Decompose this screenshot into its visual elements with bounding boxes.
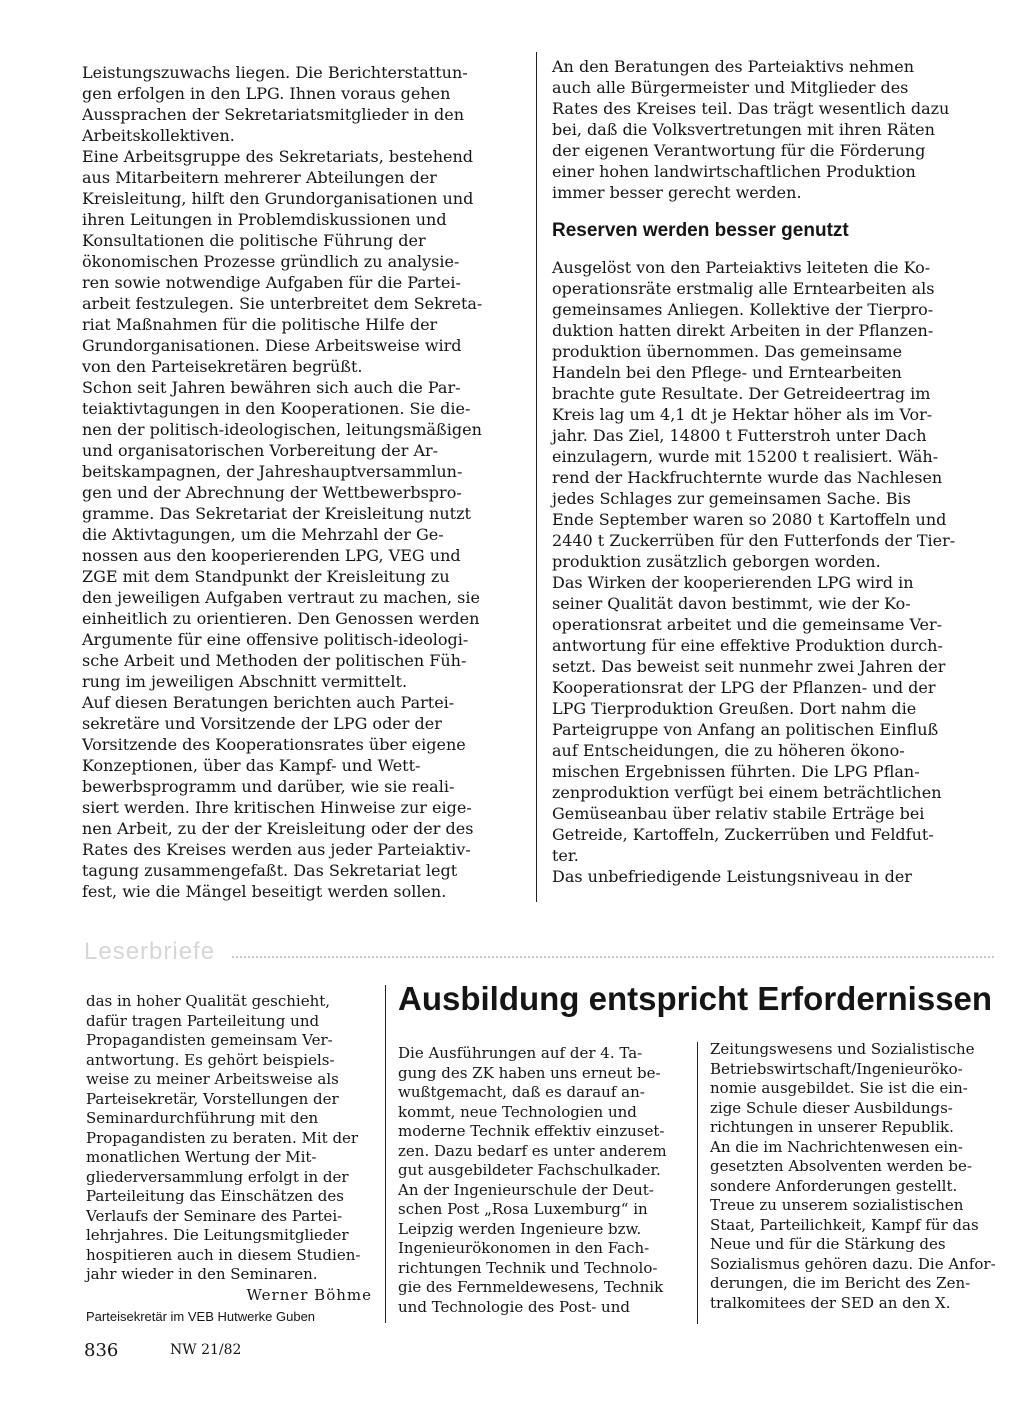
paragraph: Zeitungswesens und Sozialistische Betriebswirtschaft/Ingenieuröko- nomie ausgebildet. Sie ist die ein- zige Schule dieser Ausbildungs- richtungen in unserer Republik. — [710, 1040, 975, 1136]
letter-body: das in hoher Qualität geschieht, dafür tragen Parteileitung und Propagandisten gemeinsam Ver- antwortung. Es gehört beispiels- weise zu meiner Arbeitsweise als Parteisekretär, Vorstellungen der Seminardurchführung mit den Propagandisten zu beraten. Mit der monatlichen Wertung der Mit- gliederversammlung erfolgt in der Parteileitung das Einschätzen des Verlaufs der Seminare des Partei- lehrjahres. Die Leitungsmitglieder hospitieren auch in diesem Studien- jahr wieder in den Seminaren. — [86, 992, 361, 1283]
paragraph: Ausgelöst von den Parteiaktivs leiteten die Ko- operationsräte erstmalig alle Erntearbeiten als gemeinsames Anliegen. Kollektive der Tierpro- duktion hatten direkt Arbeiten in der Pflanzen- produktion übernommen. Das gemeinsame Handeln bei den Pflege- und Erntearbeiten brachte gute Resultate. Der Getreideertrag im Kreis lag um 4,1 dt je Hektar höher als im Vor- jahr. Das Ziel, 14800 t Futterstroh unter Dach einzulagern, wurde mit 15200 t realisiert. Wäh- rend der Hackfruchternte wurde das Nachlesen jedes Schlages zur gemeinsamen Sache. Bis Ende September waren so 2080 t Kartoffeln und 2440 t Zuckerrüben für den Futterfonds der Tier- produktion zusätzlich geborgen worden. — [552, 258, 956, 571]
paragraph: Das unbefriedigende Leistungsniveau in der — [552, 867, 912, 886]
paragraph: Die Ausführungen auf der 4. Ta- gung des ZK haben uns erneut be- wußtgemacht, daß es darauf an- kommt, neue Technologien und moderne Technik effektiv einzuset- zen. Dazu bedarf es unter anderem gut ausgebildeter Fachschulkader. An der Ingenieurschule der Deut- schen Post „Rosa Luxemburg“ in Leipzig werden Ingenieure bzw. Ingenieurökonomen in den Fach- richtungen Technik und Technolo- gie des Fernmeldewesens, Technik und Technologie des Post- und — [398, 1044, 667, 1316]
paragraph: An die im Nachrichtenwesen ein- gesetzten Absolventen werden be- sondere Anforderungen gestellt. Treue zu unserem sozialistischen Staat, Parteilichkeit, Kampf für das Neue und für die Stärkung des Sozialismus gehören dazu. Die Anfor- derungen, die im Bericht des Zen- tralkomitees der SED an den X. — [710, 1137, 996, 1312]
section-label: Leserbriefe — [84, 938, 216, 965]
article-left-column — [398, 1044, 688, 1317]
paragraph: An den Beratungen des Parteiaktivs nehmen auch alle Bürgermeister und Mitglieder des Rates des Kreises teil. Das trägt wesentlich dazu bei, daß die Volksvertretungen mit ihren Räten der eigenen Verantwortung für die Förderung einer hohen landwirtschaftlichen Produktion immer besser gerecht werden. — [552, 57, 950, 202]
article-title: Ausbildung entspricht Erfordernissen — [398, 980, 993, 1017]
letter-author: Werner Böhme — [246, 1285, 372, 1304]
subheading: Reserven werden besser genutzt — [552, 220, 849, 241]
section-divider — [232, 956, 994, 958]
paragraph: Das Wirken der kooperierenden LPG wird in seiner Qualität davon bestimmt, wie der Ko- operationsrat arbeitet und die gemeinsame Ver- antwortung für eine effektive Produktion durch- setzt. Das beweist seit nunmehr zwei Jahren der Kooperationsrat der LPG der Pflanzen- und der LPG Tierproduktion Greußen. Dort nahm die Parteigruppe von Anfang an politischen Einfluß auf Entscheidungen, die zu höheren ökono- mischen Ergebnissen führten. Die LPG Pflan- zenproduktion verfügt bei einem beträchtlichen Gemüseanbau über relativ stabile Erträge bei Getreide, Kartoffeln, Zuckerrüben und Feldfut- ter. — [552, 573, 946, 865]
letter-author-role: Parteisekretär im VEB Hutwerke Guben — [86, 1309, 316, 1324]
reader-letter — [86, 992, 372, 1327]
top-left-column — [82, 62, 522, 902]
page-number: 836 — [84, 1340, 119, 1361]
column-divider — [536, 52, 537, 902]
paragraph: Auf diesen Beratungen berichten auch Partei- sekretäre und Vorsitzende der LPG oder der Vorsitzende des Kooperationsrates über eigene Konzeptionen, über das Kampf- und Wett- bewerbsprogramm und darüber, wie sie reali- siert werden. Ihre kritischen Hinweise zur eige- nen Arbeit, zu der der Kreisleitung oder der des Rates des Kreises werden aus jeder Parteiaktiv- tagung zusammengefaßt. Das Sekretariat legt fest, wie die Mängel beseitigt werden sollen. — [82, 693, 474, 901]
paragraph: Schon seit Jahren bewähren sich auch die Par- teiaktivtagungen in den Kooperationen. Sie die- nen der politisch-ideologischen, leitungsmäßigen und organisatorischen Vorbereitung der Ar- beitskampagnen, der Jahreshauptversammlun- gen und der Abrechnung der Wettbewerbspro- gramme. Das Sekretariat der Kreisleitung nutzt die Aktivtagungen, um die Mehrzahl der Ge- nossen aus den kooperierenden LPG, VEG und ZGE mit dem Standpunkt der Kreisleitung zu den jeweiligen Aufgaben vertraut zu machen, sie einheitlich zu orientieren. Den Genossen werden Argumente für eine offensive politisch-ideologi- sche Arbeit und Methoden der politischen Füh- rung im jeweiligen Abschnitt vermittelt. — [82, 378, 482, 691]
column-divider — [697, 1042, 698, 1324]
paragraph: Eine Arbeitsgruppe des Sekretariats, bestehend aus Mitarbeitern mehrerer Abteilungen der Kreisleitung, hilft den Grundorganisationen und ihren Leitungen in Problemdiskussionen und Konsultationen die politische Führung der ökonomischen Prozesse gründlich zu analysie- ren sowie notwendige Aufgaben für die Partei- arbeit festzulegen. Sie unterbreitet dem Sekreta- riat Maßnahmen für die politische Hilfe der Grundorganisationen. Diese Arbeitsweise wird von den Parteisekretären begrüßt. — [82, 147, 483, 376]
top-right-column — [552, 56, 994, 887]
paragraph: Leistungszuwachs liegen. Die Berichterstattun- gen erfolgen in den LPG. Ihnen voraus gehen Aussprachen der Sekretariatsmitglieder in den Arbeitskollektiven. — [82, 63, 468, 145]
issue-label: NW 21/82 — [170, 1342, 242, 1358]
column-divider — [385, 985, 386, 1323]
article-right-column — [710, 1040, 996, 1313]
